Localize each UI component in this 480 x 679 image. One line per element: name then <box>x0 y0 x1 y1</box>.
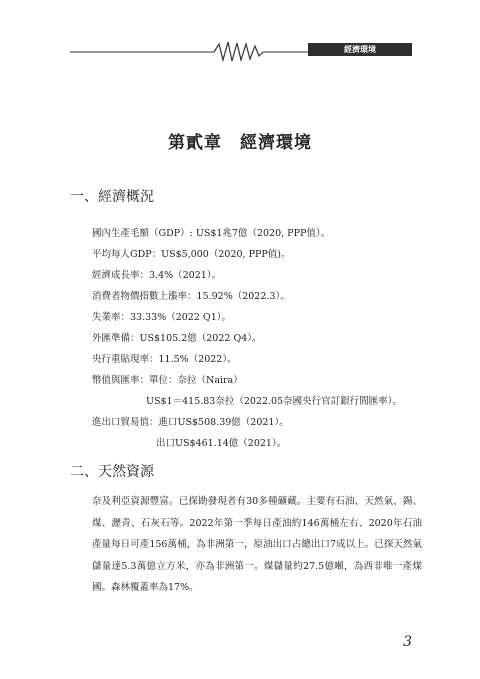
chapter-title: 第貳章 經濟環境 <box>168 133 312 153</box>
section-heading-economy: 一、經濟概況 <box>70 189 154 205</box>
fact-growth-rate: 經濟成長率：3.4%（2021）。 <box>92 270 222 281</box>
page-number: 3 <box>403 634 412 650</box>
section-heading-resources: 二、天然資源 <box>70 464 154 480</box>
fact-exchange-rate: US$1＝415.83奈拉（2022.05奈國央行官訂銀行間匯率）。 <box>146 396 402 407</box>
fact-currency: 幣值與匯率：單位：奈拉（Naira） <box>92 375 243 386</box>
resources-paragraph: 奈及利亞資源豐富。已探勘發現者有30多種礦藏。主要有石油、天然氣、錫、煤、瀝青、石灰石等。2022年第一季每日產油約146萬桶左右、2020年石油產量每日可產156萬桶，為非洲第一，原油出口占總出口7成以上。已探天然氣儲量達5.3萬億立方米，亦為非洲第一。煤儲量約27.5億噸，為西非唯一產煤國。森林覆蓋率為17%。 <box>92 496 422 593</box>
fact-fx-reserves: 外匯準備：US$105.2億（2022 Q4）。 <box>92 333 262 344</box>
fact-imports: 進出口貿易值：進口US$508.39億（2021）。 <box>92 417 289 428</box>
running-header-text: 經濟環境 <box>344 45 376 54</box>
fact-cpi: 消費者物價指數上漲率：15.92%（2022.3）。 <box>92 291 290 302</box>
running-header-label <box>308 43 412 56</box>
fact-gdp-per-capita: 平均每人GDP：US$5,000（2020, PPP值)。 <box>92 249 291 260</box>
fact-exports: 出口US$461.14億（2021）。 <box>156 438 287 449</box>
fact-unemployment: 失業率：33.33%（2022 Q1）。 <box>92 312 232 323</box>
fact-discount-rate: 央行重貼現率：11.5%（2022）。 <box>92 354 237 365</box>
fact-gdp: 國內生產毛額（GDP）: US$1兆7億（2020, PPP值）。 <box>92 228 331 239</box>
running-header <box>0 34 480 64</box>
